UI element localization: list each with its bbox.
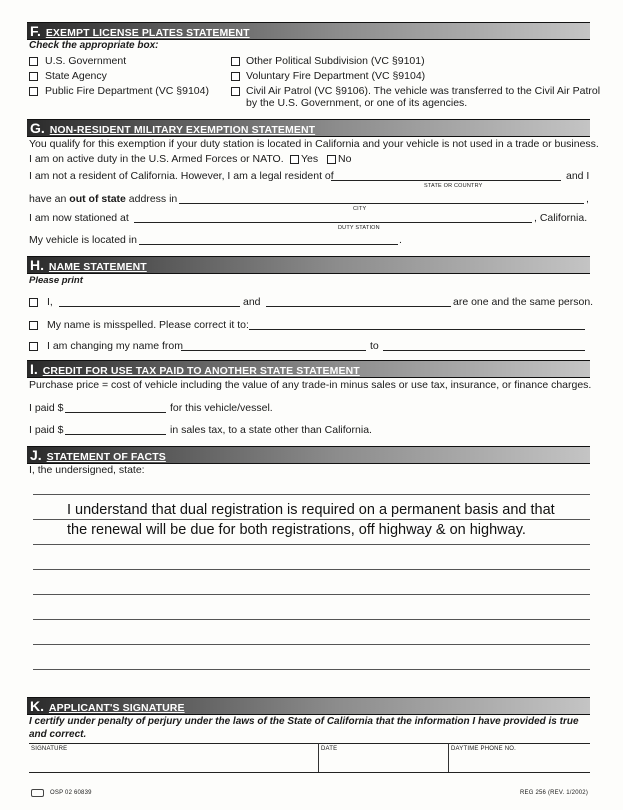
section-i-title: CREDIT FOR USE TAX PAID TO ANOTHER STATE STATEMENT bbox=[42, 365, 360, 377]
us-government-checkbox[interactable] bbox=[29, 57, 38, 66]
section-h-letter: H. bbox=[30, 257, 44, 273]
i-paid-1-end: for this vehicle/vessel. bbox=[170, 402, 273, 414]
section-g-title: NON-RESIDENT MILITARY EXEMPTION STATEMENT bbox=[49, 124, 316, 136]
voluntary-fire-checkbox[interactable] bbox=[231, 72, 240, 81]
us-government-label: U.S. Government bbox=[45, 55, 127, 67]
signature-divider-2 bbox=[448, 743, 449, 772]
i-paid-1-text: I paid $ bbox=[29, 402, 64, 414]
signature-box-top bbox=[29, 743, 590, 744]
active-duty-yes-label: Yes bbox=[301, 153, 319, 165]
state-agency-label: State Agency bbox=[45, 70, 107, 82]
statement-line[interactable] bbox=[33, 619, 590, 620]
section-h-title: NAME STATEMENT bbox=[48, 261, 147, 273]
k-certify-line-1: I certify under penalty of perjury under the laws of the State of California that the information I have provided is true bbox=[29, 716, 579, 727]
k-certify-line-2: and correct. bbox=[29, 729, 87, 740]
section-h-header bbox=[27, 256, 590, 274]
active-duty-yes-checkbox[interactable] bbox=[290, 155, 299, 164]
section-k-title: APPLICANT'S SIGNATURE bbox=[48, 702, 185, 714]
statement-line[interactable] bbox=[33, 519, 590, 520]
g-out-of-state: out of state bbox=[69, 193, 126, 205]
footer-right-text: REG 256 (REV. 1/2002) bbox=[520, 790, 589, 796]
signature-label: SIGNATURE bbox=[31, 746, 68, 752]
section-j-letter: J. bbox=[30, 447, 42, 463]
civil-air-patrol-label: Civil Air Patrol (VC §9106). The vehicle was transferred to the Civil Air Patrol bbox=[246, 85, 601, 97]
statement-line[interactable] bbox=[33, 644, 590, 645]
j-intro-text: I, the undersigned, state: bbox=[29, 464, 145, 476]
i-paid-2-end: in sales tax, to a state other than California. bbox=[170, 424, 372, 436]
h-i-text: I, bbox=[47, 296, 53, 308]
g-california-text: , California. bbox=[534, 212, 588, 224]
active-duty-no-checkbox[interactable] bbox=[327, 155, 336, 164]
section-j-title: STATEMENT OF FACTS bbox=[46, 451, 166, 463]
sales-tax-field[interactable] bbox=[65, 434, 166, 435]
footer-left-text: OSP 02 60839 bbox=[50, 790, 92, 796]
state-or-country-field[interactable] bbox=[331, 180, 561, 181]
section-f-title: EXEMPT LICENSE PLATES STATEMENT bbox=[45, 27, 250, 39]
statement-line[interactable] bbox=[33, 569, 590, 570]
i-paid-2-text: I paid $ bbox=[29, 424, 64, 436]
section-g-header bbox=[27, 119, 590, 137]
date-field[interactable] bbox=[320, 755, 446, 771]
name-two-field[interactable] bbox=[266, 306, 451, 307]
civil-air-patrol-label-2: by the U.S. Government, or one of its agencies. bbox=[246, 97, 468, 109]
name-one-field[interactable] bbox=[59, 306, 240, 307]
h-misspelled-text: My name is misspelled. Please correct it to: bbox=[47, 319, 249, 331]
signature-box-bottom bbox=[29, 772, 590, 773]
g-address-text bbox=[29, 193, 177, 205]
section-h-instruction: Please print bbox=[29, 275, 83, 286]
statement-typed-line-2: the renewal will be due for both registrations, off highway & on highway. bbox=[67, 522, 526, 538]
old-name-field[interactable] bbox=[181, 350, 366, 351]
h-same-person-text: are one and the same person. bbox=[453, 296, 594, 308]
g-active-duty-text: I am on active duty in the U.S. Armed Forces or NATO. bbox=[29, 153, 284, 165]
new-name-field[interactable] bbox=[383, 350, 585, 351]
corrected-name-field[interactable] bbox=[249, 329, 585, 330]
g-not-resident-text: I am not a resident of California. However, I am a legal resident of bbox=[29, 170, 334, 182]
statement-line[interactable] bbox=[33, 494, 590, 495]
date-label: DATE bbox=[321, 746, 338, 752]
other-political-label: Other Political Subdivision (VC §9101) bbox=[246, 55, 425, 67]
duty-station-caption: DUTY STATION bbox=[338, 225, 380, 231]
state-country-caption: STATE OR COUNTRY bbox=[424, 183, 483, 189]
signature-divider-1 bbox=[318, 743, 319, 772]
state-agency-checkbox[interactable] bbox=[29, 72, 38, 81]
public-fire-dept-checkbox[interactable] bbox=[29, 87, 38, 96]
h-and-text: and bbox=[243, 296, 261, 308]
voluntary-fire-label: Voluntary Fire Department (VC §9104) bbox=[246, 70, 426, 82]
phone-label: DAYTIME PHONE NO. bbox=[451, 746, 516, 752]
section-f-letter: F. bbox=[30, 23, 41, 39]
g-located-text: My vehicle is located in bbox=[29, 234, 137, 246]
name-change-checkbox[interactable] bbox=[29, 342, 38, 351]
section-k-letter: K. bbox=[30, 698, 44, 714]
section-g-letter: G. bbox=[30, 120, 45, 136]
city-caption: CITY bbox=[353, 206, 367, 212]
g-stationed-text: I am now stationed at bbox=[29, 212, 129, 224]
g-and-i-text: and I bbox=[566, 170, 590, 182]
osp-logo-icon bbox=[31, 789, 44, 797]
statement-line[interactable] bbox=[33, 544, 590, 545]
statement-line[interactable] bbox=[33, 669, 590, 670]
duty-station-field[interactable] bbox=[134, 222, 532, 223]
g-period: . bbox=[399, 234, 402, 246]
section-j-header bbox=[27, 446, 590, 464]
same-person-checkbox[interactable] bbox=[29, 298, 38, 307]
section-f-header bbox=[27, 22, 590, 40]
section-i-header bbox=[27, 360, 590, 378]
g-have-an: have an bbox=[29, 193, 70, 205]
signature-field[interactable] bbox=[29, 755, 317, 771]
section-f-instruction: Check the appropriate box: bbox=[29, 40, 159, 51]
city-field[interactable] bbox=[179, 203, 584, 204]
other-political-checkbox[interactable] bbox=[231, 57, 240, 66]
public-fire-dept-label: Public Fire Department (VC §9104) bbox=[45, 85, 209, 97]
g-address-in: address in bbox=[125, 193, 178, 205]
active-duty-no-label: No bbox=[338, 153, 352, 165]
h-changing-text: I am changing my name from bbox=[47, 340, 183, 352]
section-i-letter: I. bbox=[30, 361, 38, 377]
i-purchase-text: Purchase price = cost of vehicle including the value of any trade-in minus sales or use tax, insurance, or finance charges. bbox=[29, 379, 592, 391]
phone-field[interactable] bbox=[450, 755, 588, 771]
statement-typed-line-1: I understand that dual registration is required on a permanent basis and that bbox=[67, 502, 555, 518]
section-k-header bbox=[27, 697, 590, 715]
misspelled-checkbox[interactable] bbox=[29, 321, 38, 330]
g-qualify-text: You qualify for this exemption if your duty station is located in California and your vehicle is not used in a trade or business. bbox=[29, 138, 599, 150]
h-to-text: to bbox=[370, 340, 379, 352]
purchase-amount-field[interactable] bbox=[65, 412, 166, 413]
vehicle-location-field[interactable] bbox=[139, 244, 398, 245]
civil-air-patrol-checkbox[interactable] bbox=[231, 87, 240, 96]
statement-line[interactable] bbox=[33, 594, 590, 595]
g-comma: , bbox=[586, 193, 589, 205]
